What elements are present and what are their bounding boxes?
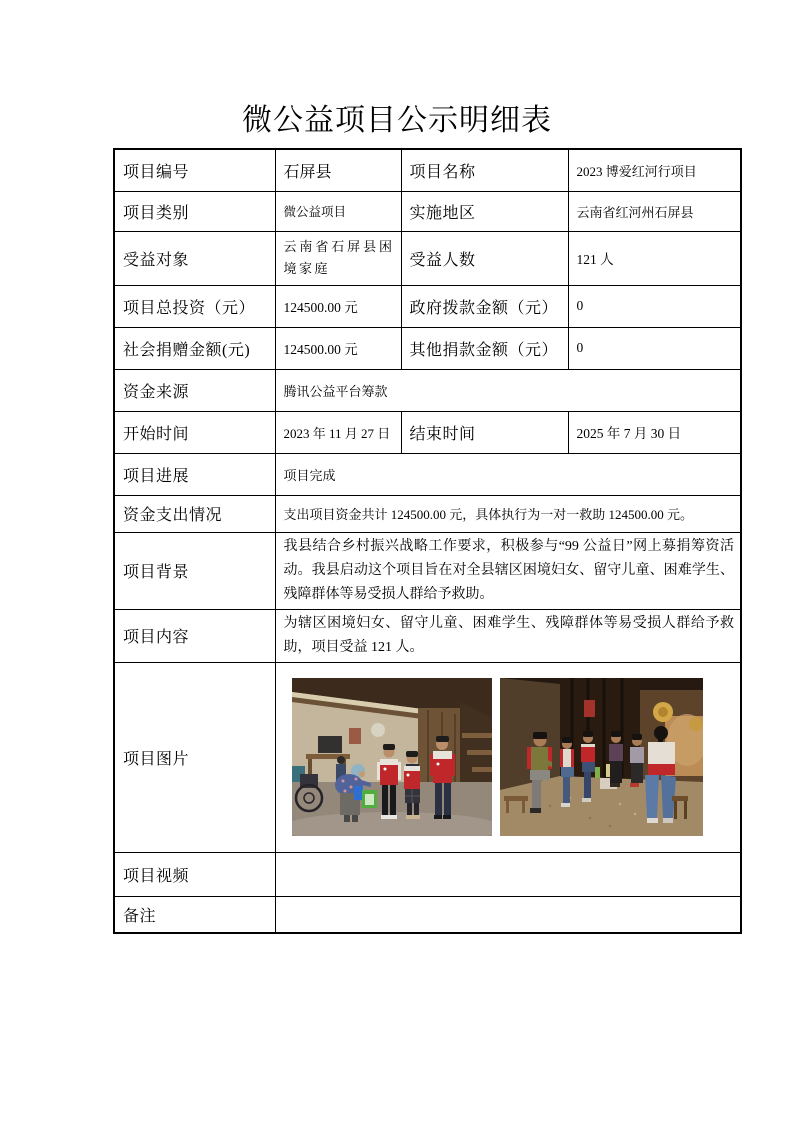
table-row <box>114 609 741 662</box>
label-funding-source: 资金来源 <box>114 369 275 411</box>
project-photo-right <box>500 678 703 836</box>
label-government-grant: 政府拨款金额（元） <box>401 285 568 327</box>
value-beneficiary-count: 121 人 <box>568 231 741 285</box>
value-remarks <box>275 896 741 933</box>
value-funding-source: 腾讯公益平台筹款 <box>275 369 741 411</box>
label-expenditure: 资金支出情况 <box>114 495 275 532</box>
label-other-donation: 其他捐款金额（元） <box>401 327 568 369</box>
value-project-category: 微公益项目 <box>275 191 401 231</box>
label-implementation-area: 实施地区 <box>401 191 568 231</box>
label-project-progress: 项目进展 <box>114 453 275 495</box>
label-social-donation: 社会捐赠金额(元) <box>114 327 275 369</box>
table-row <box>114 285 741 327</box>
label-beneficiary-target: 受益对象 <box>114 231 275 285</box>
value-implementation-area: 云南省红河州石屏县 <box>568 191 741 231</box>
table-row <box>114 231 741 285</box>
table-row <box>114 327 741 369</box>
label-total-investment: 项目总投资（元） <box>114 285 275 327</box>
table-row <box>114 852 741 896</box>
value-project-progress: 项目完成 <box>275 453 741 495</box>
project-photo-left <box>292 678 492 836</box>
project-photos-cell <box>275 662 741 852</box>
table-row <box>114 411 741 453</box>
value-project-content: 为辖区困境妇女、留守儿童、困难学生、残障群体等易受损人群给予救助，项目受益 121 人。 <box>275 609 741 662</box>
value-expenditure: 支出项目资金共计 124500.00 元，具体执行为一对一救助 124500.00 元。 <box>275 495 741 532</box>
table-row <box>114 662 741 852</box>
value-total-investment: 124500.00 元 <box>275 285 401 327</box>
project-detail-table <box>113 148 742 934</box>
page-title: 微公益项目公示明细表 <box>242 104 552 137</box>
value-other-donation: 0 <box>568 327 741 369</box>
label-project-category: 项目类别 <box>114 191 275 231</box>
table-row <box>114 453 741 495</box>
label-project-code: 项目编号 <box>114 149 275 191</box>
label-project-background: 项目背景 <box>114 532 275 609</box>
table-row <box>114 495 741 532</box>
table-row <box>114 369 741 411</box>
value-beneficiary-target: 云南省石屏县困境家庭 <box>275 231 401 285</box>
value-end-date: 2025 年 7 月 30 日 <box>568 411 741 453</box>
label-start-date: 开始时间 <box>114 411 275 453</box>
photo-strip <box>276 663 741 836</box>
table-row <box>114 896 741 933</box>
label-end-date: 结束时间 <box>401 411 568 453</box>
table-row <box>114 149 741 191</box>
label-project-video: 项目视频 <box>114 852 275 896</box>
value-project-name: 2023 博爱红河行项目 <box>568 149 741 191</box>
table-row <box>114 532 741 609</box>
value-project-video <box>275 852 741 896</box>
value-project-code: 石屏县 <box>275 149 401 191</box>
label-project-photos: 项目图片 <box>114 662 275 852</box>
label-remarks: 备注 <box>114 896 275 933</box>
label-project-content: 项目内容 <box>114 609 275 662</box>
label-beneficiary-count: 受益人数 <box>401 231 568 285</box>
value-start-date: 2023 年 11 月 27 日 <box>275 411 401 453</box>
value-government-grant: 0 <box>568 285 741 327</box>
value-project-background: 我县结合乡村振兴战略工作要求，积极参与“99 公益日”网上募捐筹资活动。我县启动这个项目旨在对全县辖区困境妇女、留守儿童、困难学生、残障群体等易受损人群给予救助。 <box>275 532 741 609</box>
label-project-name: 项目名称 <box>401 149 568 191</box>
table-row <box>114 191 741 231</box>
value-social-donation: 124500.00 元 <box>275 327 401 369</box>
